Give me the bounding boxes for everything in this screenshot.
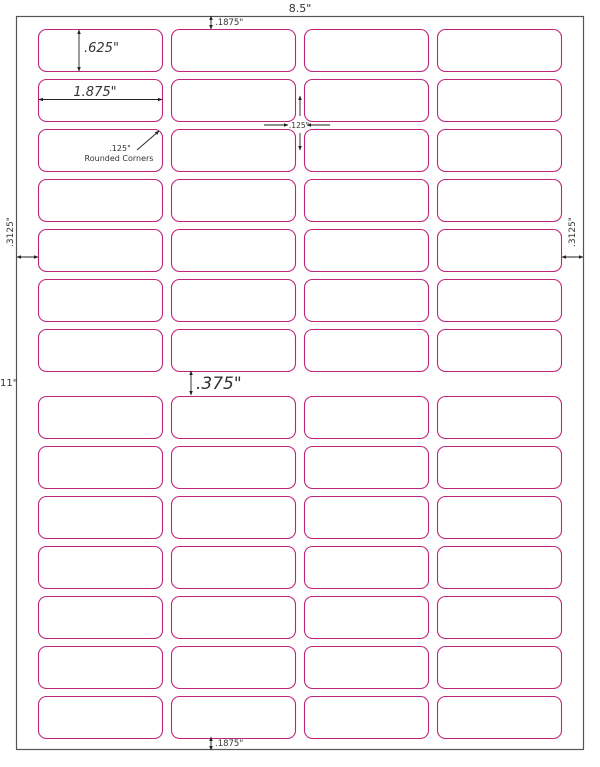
label-cell [172,597,296,639]
label-cell [305,647,429,689]
label-cell [438,30,562,72]
label-cell [172,30,296,72]
label-cell [39,597,163,639]
label-cell [305,80,429,122]
horizontal-gap-label: .125" [288,121,310,130]
label-cell [438,280,562,322]
sheet-height-label: 11" [0,378,18,389]
label-cell [172,547,296,589]
label-cell [172,80,296,122]
top-margin-label: .1875" [215,18,244,28]
label-cell [172,647,296,689]
bottom-margin-label: .1875" [215,739,244,749]
label-width-label: 1.875" [73,85,117,100]
corner-radius-arrow [137,131,159,150]
label-cell [39,330,163,372]
label-cell [438,130,562,172]
label-cell [305,230,429,272]
label-cell [39,397,163,439]
vertical-gap-label: .375" [196,374,242,394]
label-cell [305,547,429,589]
label-cell [39,547,163,589]
label-cell [39,697,163,739]
label-cell [172,330,296,372]
label-cell [305,330,429,372]
right-margin-label: .3125" [568,217,578,247]
label-cell [39,130,163,172]
label-cell [172,280,296,322]
label-cell [438,230,562,272]
label-cell [172,447,296,489]
label-cell [438,330,562,372]
label-cell [172,397,296,439]
label-cell [305,397,429,439]
label-cell [438,180,562,222]
label-cell [305,130,429,172]
label-cell [172,497,296,539]
label-height-label: .625" [84,41,119,56]
label-cell [172,230,296,272]
label-cell [305,447,429,489]
label-cell [39,230,163,272]
label-cell [39,280,163,322]
label-cell [172,697,296,739]
sheet-width-label: 8.5" [288,2,312,15]
label-cell [438,597,562,639]
corner-radius-caption: Rounded Corners [84,154,154,163]
label-cell [39,497,163,539]
label-cell [305,497,429,539]
corner-radius-label: .125" [109,144,131,153]
label-cell [438,647,562,689]
label-cell [172,180,296,222]
label-cell [305,180,429,222]
label-cell [438,80,562,122]
label-cell [39,180,163,222]
label-cell [172,130,296,172]
label-cell [305,597,429,639]
label-cell [39,447,163,489]
label-cell [305,697,429,739]
label-cell [305,280,429,322]
label-cell [438,497,562,539]
label-cell [438,397,562,439]
label-cell [305,30,429,72]
label-cell [438,547,562,589]
label-cell [438,447,562,489]
label-cell [39,647,163,689]
label-cell [438,697,562,739]
left-margin-label: .3125" [6,217,16,247]
